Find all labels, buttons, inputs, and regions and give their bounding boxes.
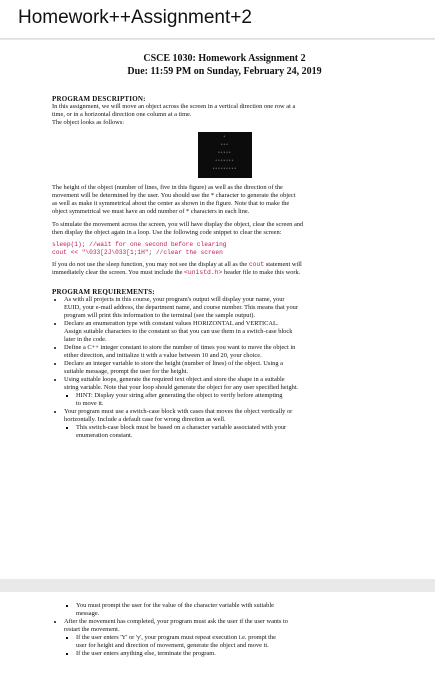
requirements-heading: PROGRAM REQUIREMENTS: [52, 288, 155, 296]
list-item: • Using suitable loops, generate the required text object and store the shape in a suitable string variable. Note that your loop should generate the object for any user specified height. ▪ HINT: Display your string after generating the object to verify before attempting to move it. [64, 376, 397, 408]
description-text: immediately clear the screen. You must include the <unistd.h> header file to make this work. [52, 269, 301, 276]
list-item: ▪ If the user enters 'Y' or 'y', your program must repeat execution i.e. prompt the user for height and direction of movement, generate the object and move it. [76, 634, 397, 650]
description-text: In this assignment, we will move an object across the screen in a vertical direction one row at a [52, 103, 296, 110]
figure-row: ***** [217, 152, 232, 156]
description-text: as well as make it symmetrical about the center as shown in the figure. Note that to make the [52, 200, 290, 207]
figure-row: ******* [215, 160, 234, 164]
course-heading: CSCE 1030: Homework Assignment 2 [143, 53, 306, 64]
object-figure [198, 132, 252, 178]
list-item: • As with all projects in this course, your program's output will display your name, your EUID, your e-mail address, the department name, and course number. This means that your program will print this information to the terminal (see the sample output). [64, 296, 397, 320]
code-line: cout << "\033[2J\033[1;1H"; //clear the screen [52, 249, 223, 256]
list-item: • Define a C++ integer constant to store the number of times you want to move the object in either direction, and initialize it with a value between 10 and 20, your choice. [64, 344, 397, 360]
code-line: sleep(1); //wait for one second before clearing [52, 241, 227, 248]
due-date: Due: 11:59 PM on Sunday, February 24, 2019 [127, 66, 322, 77]
document-page-1 [0, 40, 435, 579]
description-text: movement will be determined by the user. You should use the * character to generate the object [52, 192, 296, 199]
figure-row: ********* [212, 168, 237, 172]
description-text: If you do not use the sleep function, you may not see the display at all as the cout statement will [52, 261, 302, 268]
description-text: The object looks as follows: [52, 119, 125, 126]
list-item: ▪ HINT: Display your string after generating the object to verify before attempting to move it. [76, 392, 397, 408]
description-text: object symmetrical we must have an odd number of * characters in each line. [52, 208, 250, 215]
description-text: then display the object again in a loop. Use the following code snippet to clear the screen: [52, 229, 282, 236]
list-item: ▪ If the user enters anything else, terminate the program. [76, 650, 397, 658]
requirements-list [52, 296, 397, 440]
code-snippet [52, 241, 397, 257]
description-heading: PROGRAM DESCRIPTION: [52, 95, 146, 103]
list-item: ▪ You must prompt the user for the value of the character variable with suitable message. [76, 602, 397, 618]
requirements-list-continued [52, 602, 397, 658]
list-item: ▪ This switch-case block must be based on a character variable associated with your enumeration constant. [76, 424, 397, 440]
list-item: • Declare an integer variable to store the height (number of lines) of the object. Using a suitable message, prompt the user for the height. [64, 360, 397, 376]
list-item: • After the movement has completed, your program must ask the user if the user wants to restart the movement. ▪ If the user enters 'Y' or 'y', your program must repeat execution i.e. prompt the user for height and direction of movement, generate the object and move it. ▪ If the user enters anything else, terminate the program. [64, 618, 397, 658]
list-item: • Your program must use a switch-case block with cases that moves the object vertically or horizontally. Include a default case for wrong direction as well. ▪ This switch-case block must be based on a character variable associated with your enumeration constant. [64, 408, 397, 440]
figure-row: * [223, 136, 226, 140]
document-title: Homework++Assignment+2 [18, 7, 252, 28]
figure-row: *** [220, 144, 229, 148]
list-item: • Declare an enumeration type with constant values HORIZONTAL and VERTICAL. Assign suitable characters to the constant so that you can use them in a switch-case block later in the code. [64, 320, 397, 344]
description-text: To simulate the movement across the screen, you will have display the object, clear the screen and [52, 221, 304, 228]
description-text: time, or in a horizontal direction one column at a time. [52, 111, 192, 118]
title-bar [0, 0, 435, 39]
document-page-2 [0, 592, 435, 700]
description-text: The height of the object (number of lines, five in this figure) as well as the direction of the [52, 184, 283, 191]
